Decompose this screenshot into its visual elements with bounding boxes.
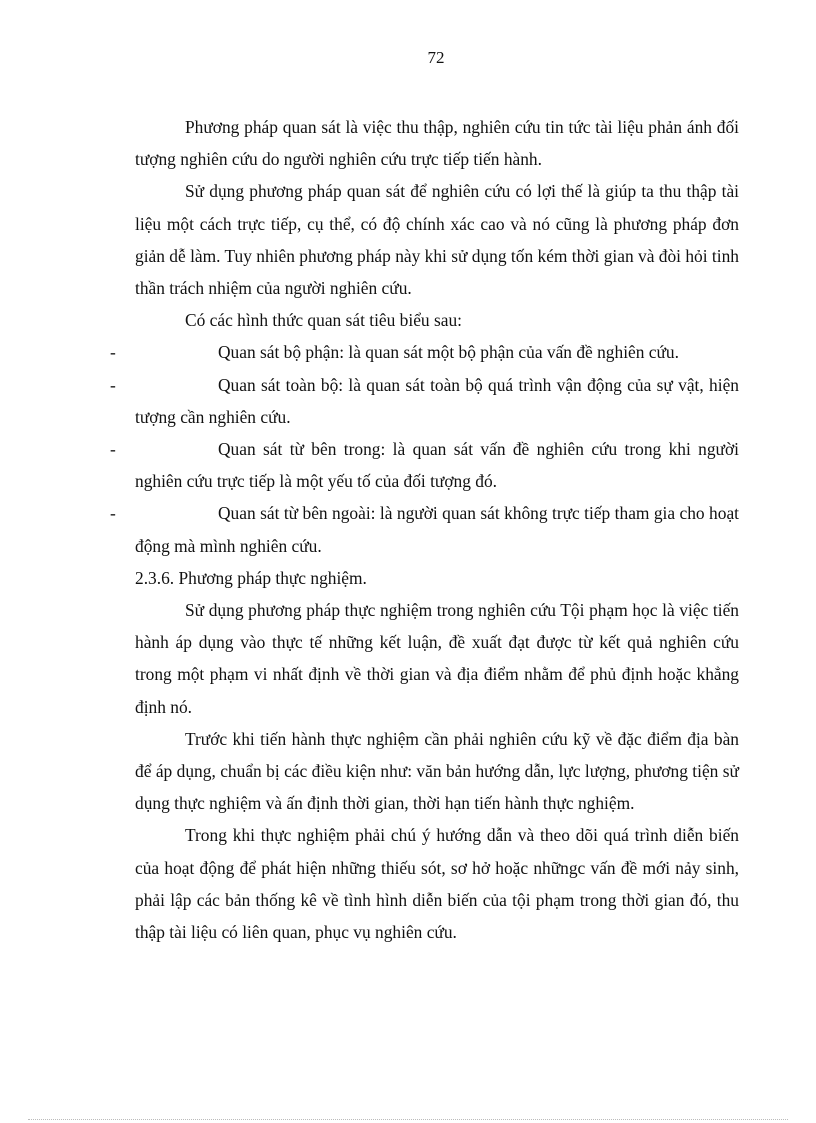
bullet-item bbox=[110, 369, 739, 433]
bullet-marker: - bbox=[110, 374, 116, 395]
paragraph: Sử dụng phương pháp thực nghiệm trong nghiên cứu Tội phạm học là việc tiến hành áp dụng vào thực tế những kết luận, đề xuất đạt được từ kết quả nghiên cứu trong một phạm vi nhất định về thời gian và địa điểm nhằm để phủ định hoặc khẳng định nó. bbox=[135, 600, 739, 717]
bullet-text: Quan sát từ bên trong: là quan sát vấn đề nghiên cứu trong khi người nghiên cứu trực tiếp là một yếu tố của đối tượng đó. bbox=[135, 439, 739, 492]
bullet-marker: - bbox=[110, 342, 116, 363]
bullet-item bbox=[110, 336, 739, 368]
paragraph: Trong khi thực nghiệm phải chú ý hướng dẫn và theo dõi quá trình diễn biến của hoạt động để phát hiện những thiếu sót, sơ hở hoặc nhữngc vấn đề mới nảy sinh, phải lập các bản thống kê về tình hình diễn biến của tội phạm trong thời gian đó, thu thập tài liệu có liên quan, phục vụ nghiên cứu. bbox=[135, 825, 739, 943]
bullet-item bbox=[110, 433, 739, 497]
bullet-marker: - bbox=[110, 439, 116, 460]
paragraph: Sử dụng phương pháp quan sát để nghiên cứu có lợi thế là giúp ta thu thập tài liệu một cách trực tiếp, cụ thể, có độ chính xác cao và nó cũng là phương pháp đơn giản dễ làm. Tuy nhiên phương pháp này khi sử dụng tốn kém thời gian và đòi hỏi tinh thần trách nhiệm của người nghiên cứu. bbox=[135, 181, 739, 299]
bullet-text: Quan sát từ bên ngoài: là người quan sát không trực tiếp tham gia cho hoạt động mà mình nghiên cứu. bbox=[135, 503, 739, 556]
bullet-text: Quan sát bộ phận: là quan sát một bộ phận của vấn đề nghiên cứu. bbox=[218, 342, 679, 363]
section-heading: 2.3.6. Phương pháp thực nghiệm. bbox=[135, 567, 367, 588]
bullet-item bbox=[110, 497, 739, 561]
bullet-text: Quan sát toàn bộ: là quan sát toàn bộ quá trình vận động của sự vật, hiện tượng cần nghiên cứu. bbox=[135, 374, 739, 427]
page-bottom-divider bbox=[28, 1119, 788, 1120]
paragraph: Phương pháp quan sát là việc thu thập, nghiên cứu tin tức tài liệu phản ánh đối tượng nghiên cứu do người nghiên cứu trực tiếp tiến hành. bbox=[135, 117, 739, 170]
document-body bbox=[110, 111, 739, 948]
paragraph: Trước khi tiến hành thực nghiệm cần phải nghiên cứu kỹ về đặc điểm địa bàn để áp dụng, chuẩn bị các điều kiện như: văn bản hướng dẫn, lực lượng, phương tiện sử dụng thực nghiệm và ấn định thời gian, thời hạn tiến hành thực nghiệm. bbox=[135, 728, 739, 814]
page-number: 72 bbox=[427, 48, 445, 67]
paragraph: Có các hình thức quan sát tiêu biểu sau: bbox=[185, 310, 462, 331]
bullet-marker: - bbox=[110, 503, 116, 524]
